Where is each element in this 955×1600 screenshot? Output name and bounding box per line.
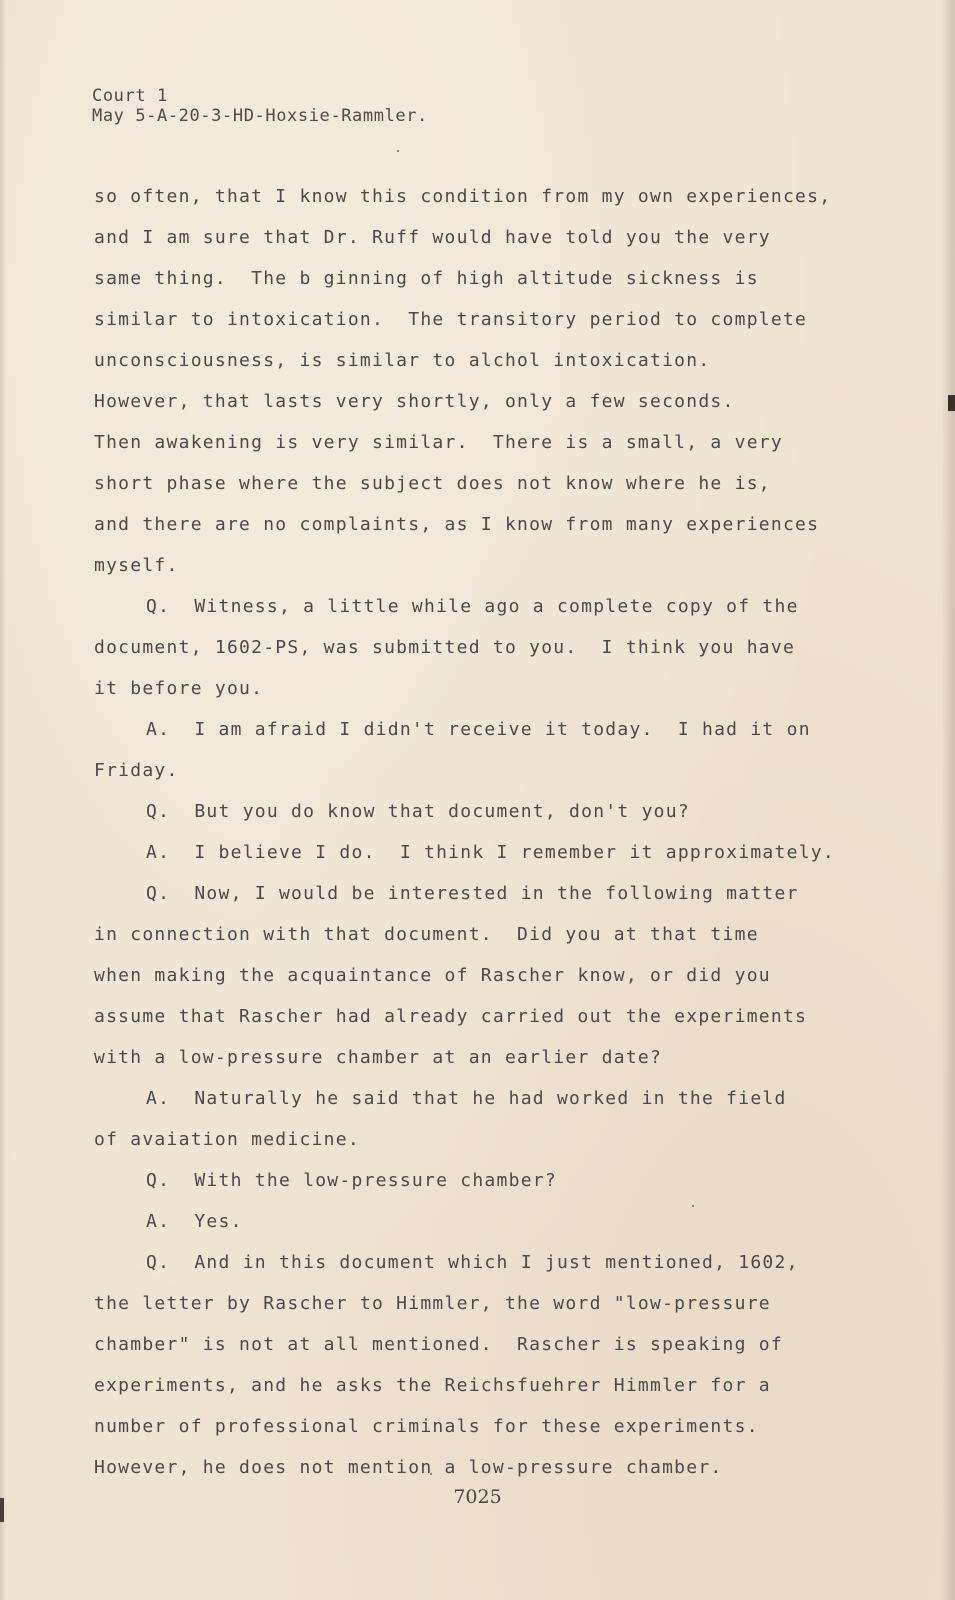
transcript-line: However, that lasts very shortly, only a few seconds. [94,391,735,412]
transcript-line: chamber" is not at all mentioned. Rascher is speaking of [94,1334,783,1355]
transcript-line: when making the acquaintance of Rascher know, or did you [94,965,771,986]
left-page-edge [0,0,6,1600]
answer-line: A. Yes. [146,1211,243,1232]
transcript-line: with a low-pressure chamber at an earlier date? [94,1047,663,1068]
transcript-line: number of professional criminals for these experiments. [94,1416,759,1437]
question-line: Q. Now, I would be interested in the following matter [146,883,799,904]
transcript-line: unconsciousness, is similar to alchol intoxication. [94,350,711,371]
transcript-body [94,176,854,1488]
transcript-line: the letter by Rascher to Himmler, the word "low-pressure [94,1293,771,1314]
transcript-line: in connection with that document. Did you at that time [94,924,759,945]
question-line: Q. Witness, a little while ago a complete copy of the [146,596,799,617]
transcript-line: and there are no complaints, as I know from many experiences [94,514,820,535]
transcript-line: so often, that I know this condition from my own experiences, [94,186,832,207]
transcript-line: assume that Rascher had already carried out the experiments [94,1006,808,1027]
answer-line: A. I believe I do. I think I remember it approximately. [146,842,835,863]
right-page-edge [941,0,955,1600]
answer-line: A. I am afraid I didn't receive it today. I had it on [146,719,811,740]
page-number: 7025 [453,1486,502,1508]
transcript-line: experiments, and he asks the Reichsfuehrer Himmler for a [94,1375,771,1396]
transcript-line: same thing. The b ginning of high altitude sickness is [94,268,759,289]
question-line: Q. And in this document which I just mentioned, 1602, [146,1252,799,1273]
transcript-line: of avaiation medicine. [94,1129,360,1150]
transcript-line: and I am sure that Dr. Ruff would have told you the very [94,227,771,248]
transcript-line: document, 1602-PS, was submitted to you. I think you have [94,637,796,658]
transcript-line: Friday. [94,760,179,781]
transcript-line: it before you. [94,678,264,699]
answer-line: A. Naturally he said that he had worked in the field [146,1088,787,1109]
transcript-line: similar to intoxication. The transitory period to complete [94,309,808,330]
transcript-line: However, he does not mention a low-pressure chamber. [94,1457,723,1478]
paper-speck [397,150,399,152]
question-line: Q. With the low-pressure chamber? [146,1170,557,1191]
transcript-line: Then awakening is very similar. There is a small, a very [94,432,783,453]
binding-mark [948,395,955,411]
transcript-line: myself. [94,555,179,576]
session-reference: May 5-A-20-3-HD-Hoxsie-Rammler. [92,106,428,126]
document-header [92,86,428,126]
transcript-line: short phase where the subject does not know where he is, [94,473,771,494]
court-label: Court 1 [92,86,168,106]
question-line: Q. But you do know that document, don't you? [146,801,690,822]
